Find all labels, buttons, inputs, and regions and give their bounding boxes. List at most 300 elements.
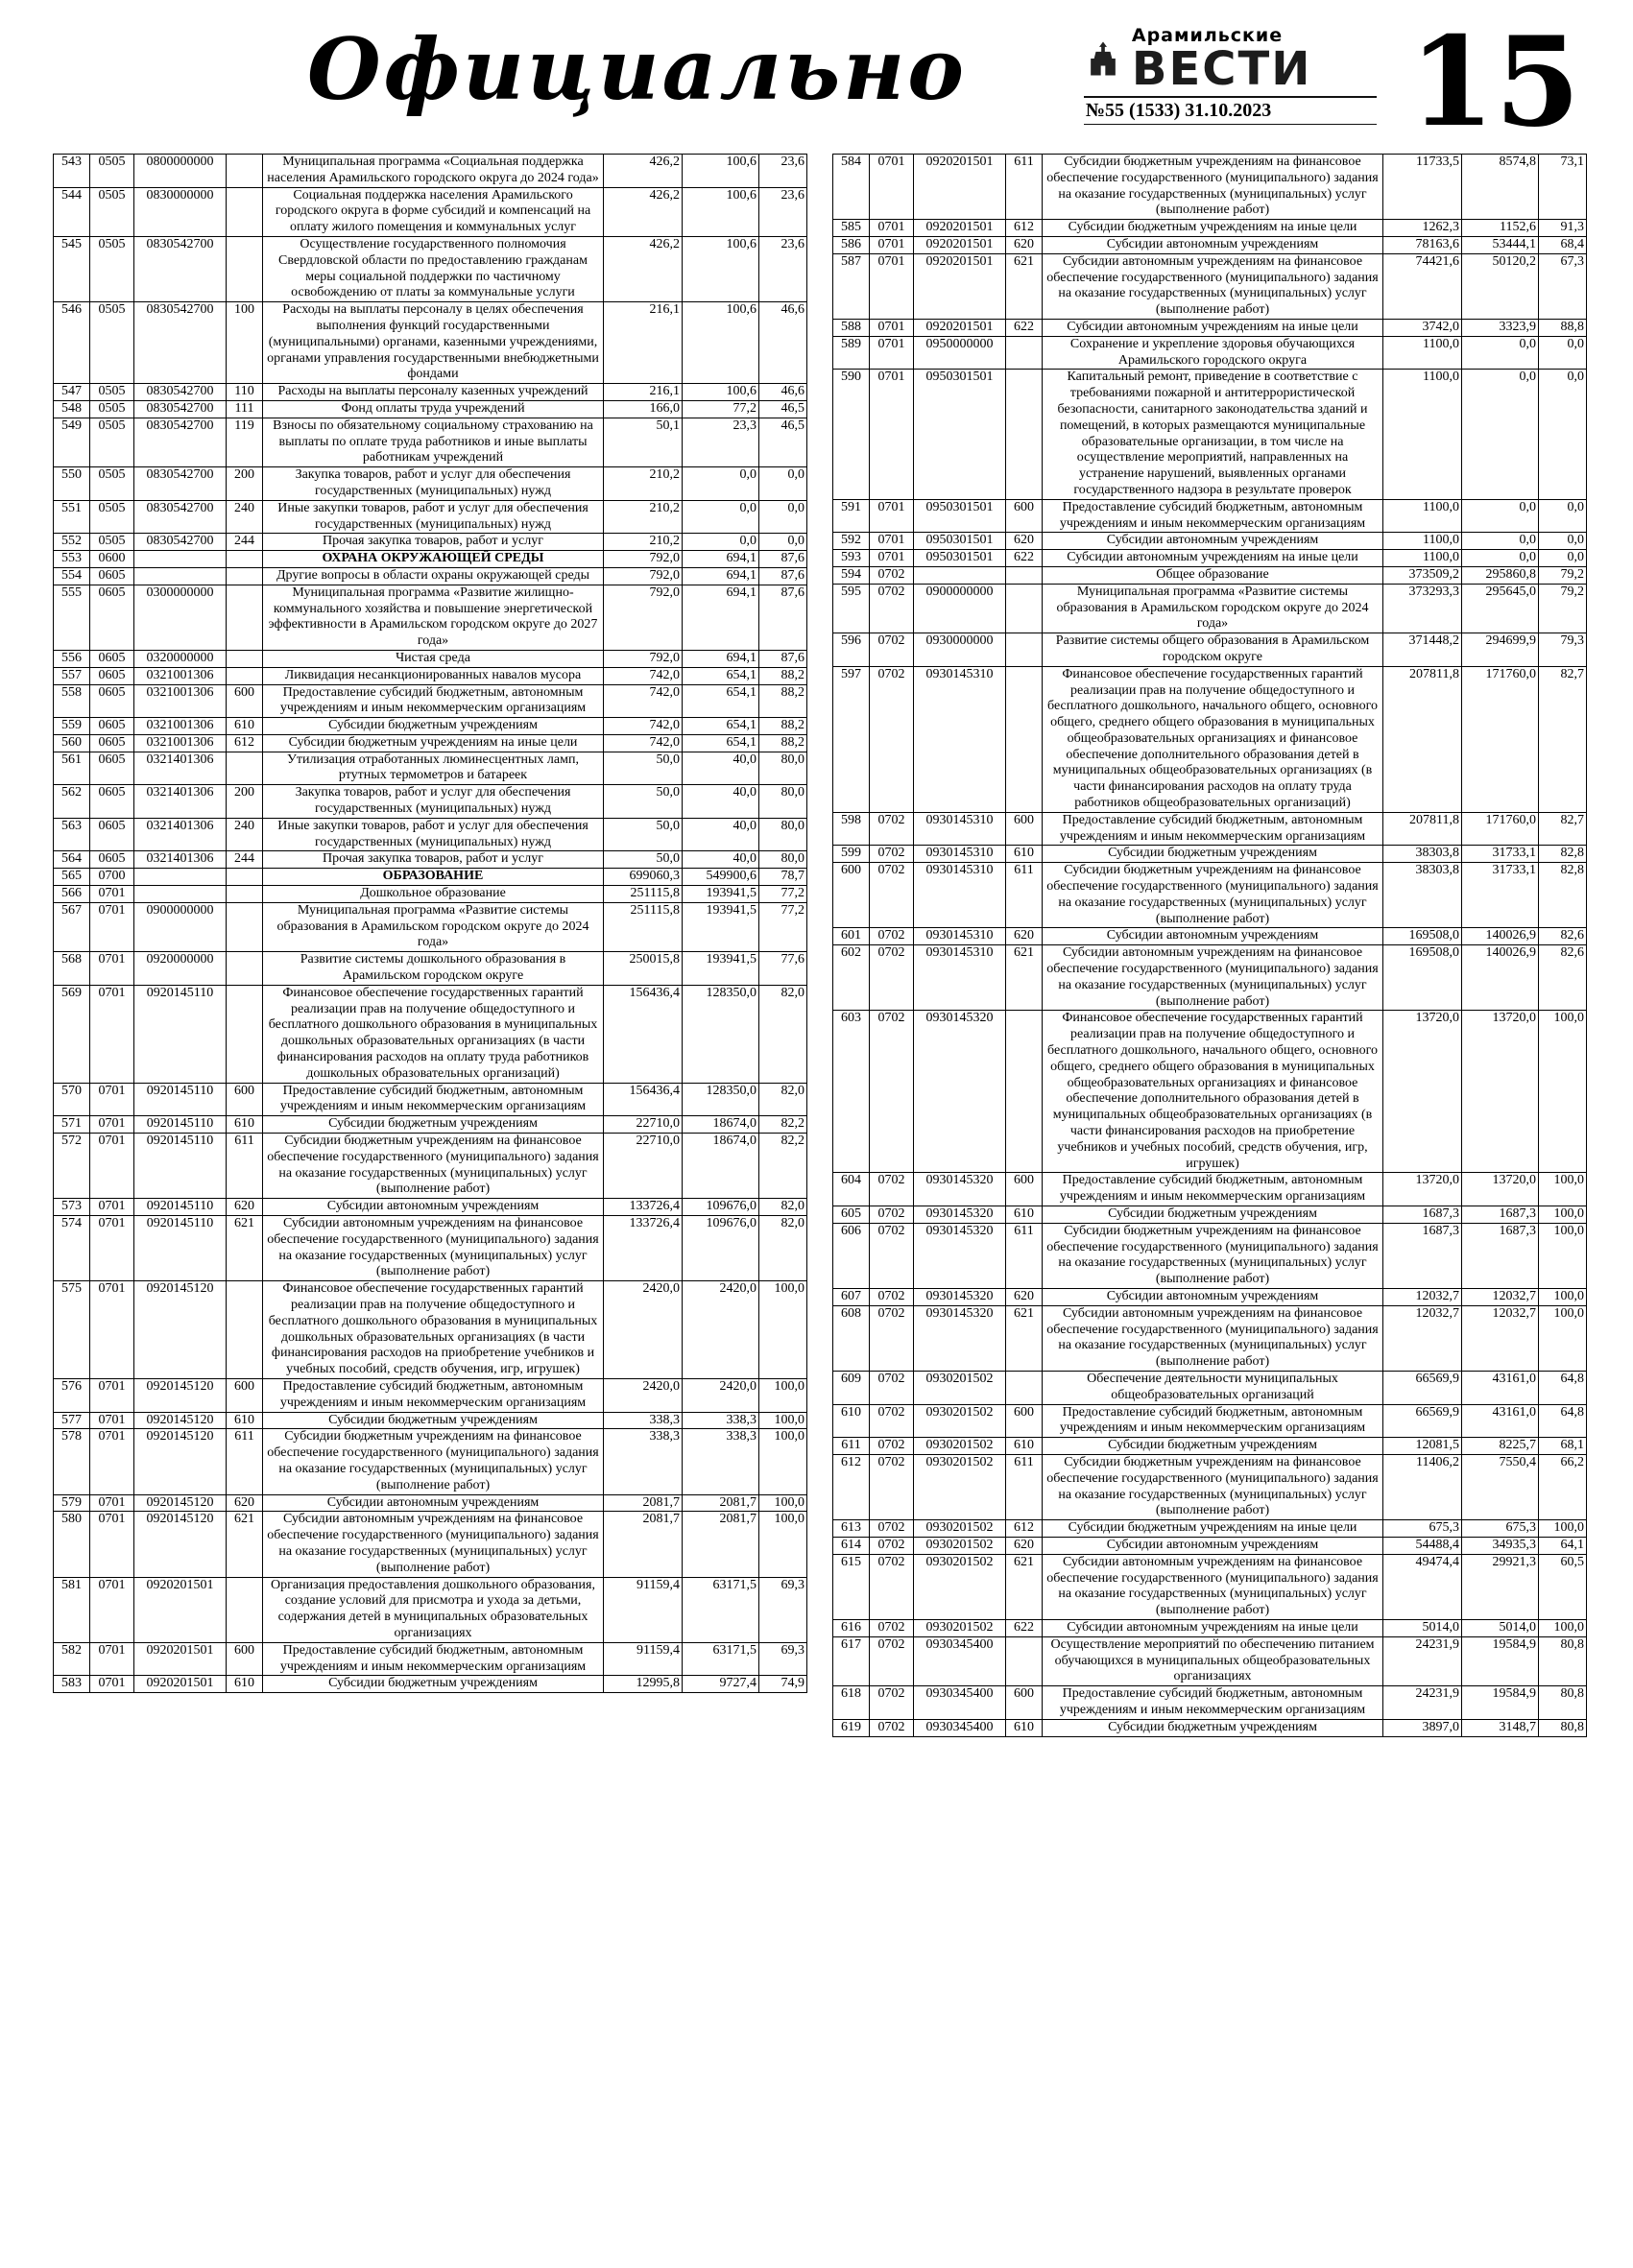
item-name: Муниципальная программа «Развитие системы образования в Арамильском городском округе до 2024 года»: [1043, 584, 1383, 633]
approved-value: 792,0: [604, 567, 683, 585]
item-name: Муниципальная программа «Социальная поддержка населения Арамильского городского округа до 2024 года»: [263, 155, 604, 188]
target-article-code: 0930145310: [914, 666, 1006, 812]
expense-type-code: 612: [1006, 220, 1043, 237]
approved-value: 12081,5: [1383, 1438, 1462, 1455]
item-name: Прочая закупка товаров, работ и услуг: [263, 534, 604, 551]
expense-type-code: 620: [1006, 533, 1043, 550]
executed-value: 654,1: [683, 667, 759, 684]
executed-value: 1687,3: [1462, 1206, 1539, 1224]
percent-value: 100,0: [1539, 1288, 1587, 1305]
row-num: 588: [833, 319, 870, 336]
executed-value: 654,1: [683, 734, 759, 752]
executed-value: 694,1: [683, 551, 759, 568]
section-code: 0702: [870, 1686, 914, 1720]
percent-value: 68,1: [1539, 1438, 1587, 1455]
item-name: Субсидии автономным учреждениям: [1043, 236, 1383, 253]
section-code: 0605: [90, 734, 134, 752]
row-num: 565: [54, 869, 90, 886]
section-code: 0702: [870, 928, 914, 945]
executed-value: 3323,9: [1462, 319, 1539, 336]
target-article-code: 0920000000: [134, 952, 227, 986]
target-article-code: 0320000000: [134, 650, 227, 667]
item-name: Организация предоставления дошкольного образования, создание условий для присмотра и ухода за детьми, содержания детей в муниципальных образовательных организациях: [263, 1577, 604, 1642]
section-code: 0701: [870, 220, 914, 237]
approved-value: 373293,3: [1383, 584, 1462, 633]
row-num: 563: [54, 818, 90, 851]
row-num: 586: [833, 236, 870, 253]
target-article-code: 0321001306: [134, 734, 227, 752]
item-name: Финансовое обеспечение государственных гарантий реализации прав на получение общедоступного и бесплатного дошкольного образования в муниципальных дошкольных образовательных организациях (в части финансирования расходов на оплату труда работников дошкольных образовательных организаций): [263, 985, 604, 1083]
approved-value: 22710,0: [604, 1134, 683, 1199]
row-num: 613: [833, 1520, 870, 1538]
section-code: 0600: [90, 551, 134, 568]
section-code: 0702: [870, 1520, 914, 1538]
percent-value: 46,6: [759, 302, 807, 384]
table-row: [54, 718, 807, 735]
table-row: [833, 1438, 1587, 1455]
section-code: 0605: [90, 684, 134, 718]
section-code: 0701: [90, 1083, 134, 1116]
target-article-code: 0830000000: [134, 187, 227, 236]
percent-value: 82,7: [1539, 812, 1587, 846]
section-code: 0505: [90, 236, 134, 301]
row-num: 607: [833, 1288, 870, 1305]
masthead-names: [1131, 25, 1312, 96]
row-num: 573: [54, 1199, 90, 1216]
percent-value: 88,8: [1539, 319, 1587, 336]
row-num: 574: [54, 1216, 90, 1281]
expense-type-code: [227, 752, 263, 785]
table-row: [833, 1371, 1587, 1404]
expense-type-code: [227, 667, 263, 684]
percent-value: 82,0: [759, 1083, 807, 1116]
table-row: [833, 1520, 1587, 1538]
table-row: [833, 566, 1587, 584]
table-row: [833, 928, 1587, 945]
executed-value: 128350,0: [683, 985, 759, 1083]
approved-value: 210,2: [604, 467, 683, 501]
row-num: 615: [833, 1554, 870, 1619]
row-num: 612: [833, 1454, 870, 1519]
table-row: [833, 1686, 1587, 1720]
item-name: Закупка товаров, работ и услуг для обеспечения государственных (муниципальных) нужд: [263, 467, 604, 501]
percent-value: 66,2: [1539, 1454, 1587, 1519]
expense-type-code: 611: [1006, 863, 1043, 928]
section-code: 0605: [90, 567, 134, 585]
target-article-code: 0920145110: [134, 985, 227, 1083]
item-name: Субсидии автономным учреждениям на иные цели: [1043, 319, 1383, 336]
section-code: 0702: [870, 1305, 914, 1371]
section-code: 0605: [90, 650, 134, 667]
table-row: [54, 818, 807, 851]
target-article-code: 0920201501: [914, 319, 1006, 336]
table-row: [833, 533, 1587, 550]
approved-value: 207811,8: [1383, 812, 1462, 846]
executed-value: 40,0: [683, 785, 759, 819]
section-code: 0701: [90, 1281, 134, 1379]
table-row: [833, 370, 1587, 499]
expense-type-code: 620: [1006, 928, 1043, 945]
target-article-code: 0930145320: [914, 1011, 1006, 1173]
table-row: [833, 155, 1587, 220]
percent-value: 82,0: [759, 1216, 807, 1281]
row-num: 589: [833, 336, 870, 370]
percent-value: 46,6: [759, 384, 807, 401]
executed-value: 18674,0: [683, 1116, 759, 1134]
row-num: 583: [54, 1676, 90, 1693]
table-row: [54, 384, 807, 401]
item-name: Финансовое обеспечение государственных гарантий реализации прав на получение общедоступного и бесплатного дошкольного образования в муниципальных дошкольных образовательных организациях (в части финансирования расходов на приобретение учебников и учебных пособий, средств обучения, игр, игрушек): [263, 1281, 604, 1379]
percent-value: 88,2: [759, 734, 807, 752]
section-code: 0701: [90, 952, 134, 986]
section-code: 0605: [90, 851, 134, 869]
approved-value: 1262,3: [1383, 220, 1462, 237]
row-num: 592: [833, 533, 870, 550]
approved-value: 1100,0: [1383, 336, 1462, 370]
table-row: [54, 985, 807, 1083]
expense-type-code: 610: [227, 1412, 263, 1429]
section-code: 0701: [90, 1412, 134, 1429]
section-code: 0701: [90, 1676, 134, 1693]
row-num: 571: [54, 1116, 90, 1134]
section-code: 0505: [90, 302, 134, 384]
section-code: 0702: [870, 1554, 914, 1619]
target-article-code: 0920201501: [134, 1577, 227, 1642]
executed-value: 295645,0: [1462, 584, 1539, 633]
approved-value: 11406,2: [1383, 1454, 1462, 1519]
target-article-code: 0920201501: [914, 220, 1006, 237]
executed-value: 53444,1: [1462, 236, 1539, 253]
target-article-code: 0930145310: [914, 945, 1006, 1011]
percent-value: 82,0: [759, 985, 807, 1083]
row-num: 598: [833, 812, 870, 846]
section-code: 0702: [870, 1206, 914, 1224]
table-row: [833, 1454, 1587, 1519]
row-num: 577: [54, 1412, 90, 1429]
table-row: [833, 1288, 1587, 1305]
page-header: [0, 0, 1633, 154]
row-num: 567: [54, 902, 90, 951]
item-name: Предоставление субсидий бюджетным, автономным учреждениям и иным некоммерческим организациям: [263, 1642, 604, 1676]
executed-value: 18674,0: [683, 1134, 759, 1199]
approved-value: 50,0: [604, 818, 683, 851]
executed-value: 100,6: [683, 302, 759, 384]
item-name: Расходы на выплаты персоналу в целях обеспечения выполнения функций государственными (муниципальными) органами, казенными учреждениями, органами управления государственными внебюджетными фондами: [263, 302, 604, 384]
item-name: Дошкольное образование: [263, 886, 604, 903]
table-row: [54, 734, 807, 752]
target-article-code: 0930145310: [914, 863, 1006, 928]
target-article-code: 0830542700: [134, 400, 227, 418]
target-article-code: 0830542700: [134, 418, 227, 466]
percent-value: 100,0: [759, 1494, 807, 1512]
expense-type-code: 610: [1006, 1438, 1043, 1455]
approved-value: 12032,7: [1383, 1305, 1462, 1371]
target-article-code: 0930145310: [914, 812, 1006, 846]
percent-value: 100,0: [1539, 1520, 1587, 1538]
section-code: 0702: [870, 1619, 914, 1636]
expense-type-code: 600: [1006, 812, 1043, 846]
item-name: Субсидии бюджетным учреждениям на финансовое обеспечение государственного (муниципального) задания на оказание государственных (муниципальных) услуг (выполнение работ): [263, 1429, 604, 1494]
row-num: 566: [54, 886, 90, 903]
percent-value: 77,2: [759, 902, 807, 951]
row-num: 568: [54, 952, 90, 986]
expense-type-code: [1006, 633, 1043, 667]
masthead-city-label: Арамильские: [1131, 25, 1284, 46]
approved-value: 251115,8: [604, 886, 683, 903]
percent-value: 0,0: [1539, 550, 1587, 567]
expense-type-code: 621: [227, 1216, 263, 1281]
executed-value: 9727,4: [683, 1676, 759, 1693]
item-name: Субсидии автономным учреждениям: [263, 1494, 604, 1512]
section-code: 0505: [90, 467, 134, 501]
approved-value: 742,0: [604, 718, 683, 735]
approved-value: 699060,3: [604, 869, 683, 886]
item-name: Субсидии бюджетным учреждениям: [1043, 1719, 1383, 1736]
item-name: Субсидии автономным учреждениям на иные цели: [1043, 550, 1383, 567]
approved-value: 250015,8: [604, 952, 683, 986]
row-num: 614: [833, 1537, 870, 1554]
item-name: Другие вопросы в области охраны окружающей среды: [263, 567, 604, 585]
row-num: 572: [54, 1134, 90, 1199]
section-code: 0702: [870, 1404, 914, 1438]
executed-value: 171760,0: [1462, 812, 1539, 846]
expense-type-code: 244: [227, 534, 263, 551]
executed-value: 5014,0: [1462, 1619, 1539, 1636]
expense-type-code: [227, 1577, 263, 1642]
row-num: 549: [54, 418, 90, 466]
target-article-code: 0930145320: [914, 1305, 1006, 1371]
approved-value: 3897,0: [1383, 1719, 1462, 1736]
row-num: 576: [54, 1378, 90, 1412]
table-row: [54, 551, 807, 568]
table-columns: [0, 154, 1633, 1753]
table-row: [54, 1116, 807, 1134]
approved-value: 742,0: [604, 684, 683, 718]
row-num: 604: [833, 1173, 870, 1206]
section-code: 0701: [870, 533, 914, 550]
section-code: 0701: [870, 336, 914, 370]
table-row: [54, 1512, 807, 1577]
executed-value: 7550,4: [1462, 1454, 1539, 1519]
item-name: Субсидии бюджетным учреждениям на иные цели: [263, 734, 604, 752]
target-article-code: 0920145120: [134, 1512, 227, 1577]
item-name: Ликвидация несанкционированных навалов мусора: [263, 667, 604, 684]
section-code: 0702: [870, 1719, 914, 1736]
expense-type-code: 612: [227, 734, 263, 752]
target-article-code: [134, 886, 227, 903]
approved-value: 38303,8: [1383, 863, 1462, 928]
row-num: 601: [833, 928, 870, 945]
percent-value: 100,0: [1539, 1305, 1587, 1371]
percent-value: 80,8: [1539, 1636, 1587, 1685]
row-num: 548: [54, 400, 90, 418]
section-code: 0505: [90, 187, 134, 236]
target-article-code: [134, 551, 227, 568]
expense-type-code: 610: [227, 1676, 263, 1693]
percent-value: 67,3: [1539, 253, 1587, 319]
table-row: [54, 902, 807, 951]
percent-value: 78,7: [759, 869, 807, 886]
section-code: 0702: [870, 1636, 914, 1685]
item-name: Субсидии бюджетным учреждениям на финансовое обеспечение государственного (муниципального) задания на оказание государственных (муниципальных) услуг (выполнение работ): [263, 1134, 604, 1199]
target-article-code: 0830542700: [134, 384, 227, 401]
table-row: [833, 1223, 1587, 1288]
executed-value: 63171,5: [683, 1577, 759, 1642]
table-row: [54, 1134, 807, 1199]
target-article-code: 0900000000: [914, 584, 1006, 633]
table-row: [54, 400, 807, 418]
table-row: [54, 1676, 807, 1693]
section-code: 0701: [90, 902, 134, 951]
row-num: 553: [54, 551, 90, 568]
target-article-code: 0950301501: [914, 533, 1006, 550]
item-name: Субсидии бюджетным учреждениям на финансовое обеспечение государственного (муниципального) задания на оказание государственных (муниципальных) услуг (выполнение работ): [1043, 1223, 1383, 1288]
item-name: Осуществление государственного полномочия Свердловской области по предоставлению гражданам меры социальной поддержки по частичному освобождению от платы за коммунальные услуги: [263, 236, 604, 301]
approved-value: 13720,0: [1383, 1011, 1462, 1173]
table-row: [833, 1206, 1587, 1224]
executed-value: 0,0: [1462, 336, 1539, 370]
row-num: 584: [833, 155, 870, 220]
target-article-code: 0920145110: [134, 1083, 227, 1116]
item-name: Сохранение и укрепление здоровья обучающихся Арамильского городского округа: [1043, 336, 1383, 370]
table-row: [54, 1429, 807, 1494]
approved-value: 251115,8: [604, 902, 683, 951]
approved-value: 12032,7: [1383, 1288, 1462, 1305]
item-name: Субсидии бюджетным учреждениям на иные цели: [1043, 220, 1383, 237]
budget-table-right: [832, 154, 1587, 1737]
row-num: 578: [54, 1429, 90, 1494]
executed-value: 40,0: [683, 851, 759, 869]
item-name: Субсидии бюджетным учреждениям: [1043, 1438, 1383, 1455]
approved-value: 3742,0: [1383, 319, 1462, 336]
expense-type-code: 200: [227, 785, 263, 819]
executed-value: 8574,8: [1462, 155, 1539, 220]
expense-type-code: 100: [227, 302, 263, 384]
approved-value: 66569,9: [1383, 1404, 1462, 1438]
executed-value: 193941,5: [683, 886, 759, 903]
section-code: 0505: [90, 155, 134, 188]
target-article-code: 0950301501: [914, 499, 1006, 533]
approved-value: 11733,5: [1383, 155, 1462, 220]
row-num: 594: [833, 566, 870, 584]
expense-type-code: 621: [1006, 1305, 1043, 1371]
expense-type-code: 610: [1006, 1206, 1043, 1224]
section-code: 0605: [90, 752, 134, 785]
expense-type-code: [227, 155, 263, 188]
section-code: 0605: [90, 818, 134, 851]
executed-value: 654,1: [683, 718, 759, 735]
executed-value: 0,0: [1462, 499, 1539, 533]
expense-type-code: 600: [1006, 1173, 1043, 1206]
item-name: Предоставление субсидий бюджетным, автономным учреждениям и иным некоммерческим организациям: [1043, 812, 1383, 846]
percent-value: 87,6: [759, 585, 807, 650]
row-num: 608: [833, 1305, 870, 1371]
percent-value: 91,3: [1539, 220, 1587, 237]
row-num: 550: [54, 467, 90, 501]
percent-value: 87,6: [759, 650, 807, 667]
item-name: Утилизация отработанных люминесцентных ламп, ртутных термометров и батареек: [263, 752, 604, 785]
section-code: 0505: [90, 400, 134, 418]
table-row: [54, 869, 807, 886]
executed-value: 13720,0: [1462, 1011, 1539, 1173]
executed-value: 40,0: [683, 818, 759, 851]
section-code: 0505: [90, 418, 134, 466]
row-num: 585: [833, 220, 870, 237]
percent-value: 82,6: [1539, 928, 1587, 945]
percent-value: 0,0: [759, 500, 807, 534]
percent-value: 77,6: [759, 952, 807, 986]
table-row: [54, 467, 807, 501]
row-num: 562: [54, 785, 90, 819]
table-row: [833, 1619, 1587, 1636]
approved-value: 133726,4: [604, 1199, 683, 1216]
expense-type-code: 610: [1006, 846, 1043, 863]
section-code: 0701: [90, 985, 134, 1083]
item-name: Капитальный ремонт, приведение в соответствие с требованиями пожарной и антитеррористической безопасности, санитарного законодательства зданий и помещений, в которых размещаются муниципальные образовательные организации, в том числе на осуществление мероприятий, направленных на устранение нарушений, выявленных органами государственного надзора в результате проверок: [1043, 370, 1383, 499]
executed-value: 100,6: [683, 384, 759, 401]
table-row: [833, 584, 1587, 633]
table-row: [833, 1404, 1587, 1438]
table-row: [54, 155, 807, 188]
section-code: 0701: [870, 319, 914, 336]
target-article-code: 0930345400: [914, 1719, 1006, 1736]
target-article-code: 0321001306: [134, 718, 227, 735]
table-row: [54, 785, 807, 819]
table-row: [833, 812, 1587, 846]
section-code: 0702: [870, 1537, 914, 1554]
executed-value: 8225,7: [1462, 1438, 1539, 1455]
section-code: 0605: [90, 785, 134, 819]
approved-value: 54488,4: [1383, 1537, 1462, 1554]
percent-value: 82,7: [1539, 666, 1587, 812]
target-article-code: 0300000000: [134, 585, 227, 650]
approved-value: 207811,8: [1383, 666, 1462, 812]
table-row: [54, 500, 807, 534]
city-emblem-icon: [1084, 39, 1122, 78]
expense-type-code: 611: [1006, 1454, 1043, 1519]
approved-value: 66569,9: [1383, 1371, 1462, 1404]
expense-type-code: [227, 236, 263, 301]
expense-type-code: [1006, 1371, 1043, 1404]
approved-value: 50,0: [604, 851, 683, 869]
approved-value: 675,3: [1383, 1520, 1462, 1538]
table-row: [54, 1199, 807, 1216]
item-name: Финансовое обеспечение государственных гарантий реализации прав на получение общедоступного и бесплатного дошкольного, начального общего, основного общего, среднего общего образования в муниципальных общеобразовательных организациях и финансовое обеспечение дополнительного образования детей в муниципальных общеобразовательных организациях (в части финансирования расходов на приобретение учебников и учебных пособий, средств обучения, игр, игрушек): [1043, 1011, 1383, 1173]
percent-value: 100,0: [759, 1512, 807, 1577]
section-code: 0605: [90, 585, 134, 650]
expense-type-code: 611: [1006, 1223, 1043, 1288]
table-row: [54, 236, 807, 301]
percent-value: 87,6: [759, 567, 807, 585]
expense-type-code: 620: [227, 1494, 263, 1512]
expense-type-code: [1006, 1636, 1043, 1685]
table-row: [54, 1083, 807, 1116]
target-article-code: 0930201502: [914, 1520, 1006, 1538]
expense-type-code: [1006, 336, 1043, 370]
item-name: Субсидии автономным учреждениям на финансовое обеспечение государственного (муниципального) задания на оказание государственных (муниципальных) услуг (выполнение работ): [1043, 253, 1383, 319]
target-article-code: 0930201502: [914, 1438, 1006, 1455]
item-name: Субсидии бюджетным учреждениям: [263, 1412, 604, 1429]
approved-value: 38303,8: [1383, 846, 1462, 863]
expense-type-code: 620: [1006, 1537, 1043, 1554]
expense-type-code: [1006, 1011, 1043, 1173]
target-article-code: 0950301501: [914, 550, 1006, 567]
target-article-code: 0920145110: [134, 1216, 227, 1281]
target-article-code: 0920145120: [134, 1429, 227, 1494]
expense-type-code: 621: [227, 1512, 263, 1577]
row-num: 569: [54, 985, 90, 1083]
section-title: Официально: [307, 19, 967, 119]
